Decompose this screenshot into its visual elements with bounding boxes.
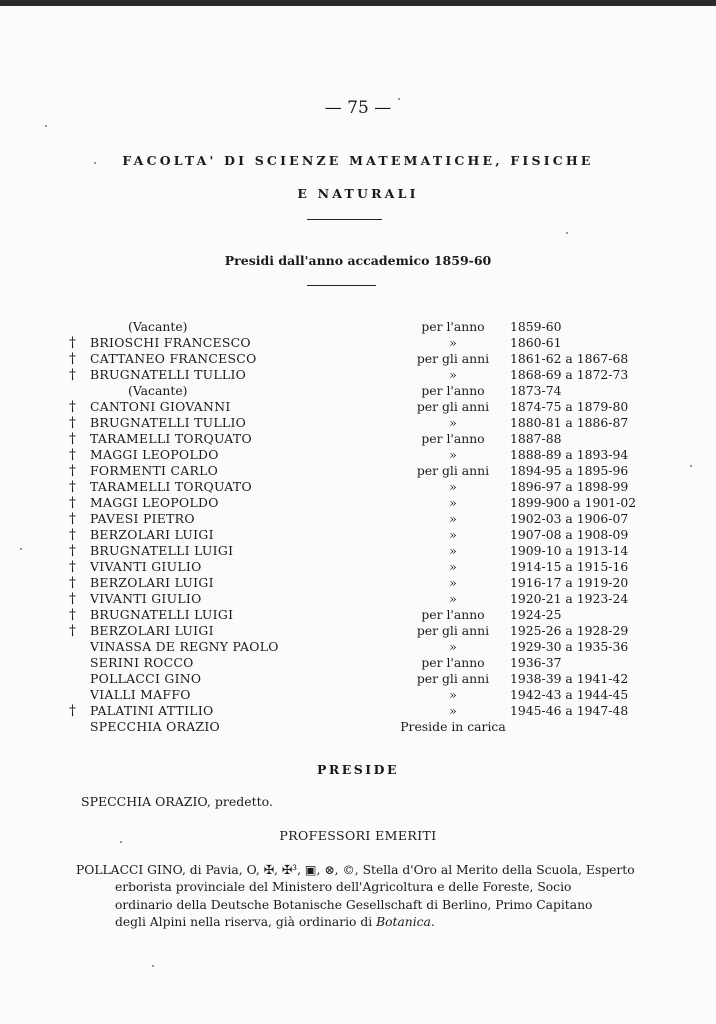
preside-period-label: » [449, 687, 457, 702]
preside-period-label: » [449, 559, 457, 574]
scan-speck [20, 548, 22, 550]
scan-speck [566, 232, 568, 234]
preside-name: BERZOLARI LUIGI [90, 527, 214, 542]
preside-period-label: » [449, 575, 457, 590]
deceased-cross-icon: † [69, 367, 76, 383]
preside-years: 1945-46 a 1947-48 [510, 703, 629, 718]
preside-years: 1888-89 a 1893-94 [510, 447, 629, 462]
preside-name: BRUGNATELLI TULLIO [90, 415, 247, 430]
preside-name: VIVANTI GIULIO [90, 559, 202, 574]
preside-period-label: » [449, 527, 457, 542]
emeritus-trailing: . [430, 915, 435, 930]
preside-years: 1896-97 a 1898-99 [510, 479, 629, 494]
preside-row [0, 543, 716, 559]
preside-years: 1902-03 a 1906-07 [510, 511, 629, 526]
preside-years: 1924-25 [510, 607, 562, 622]
preside-period-label: » [449, 415, 457, 430]
preside-name: VIVANTI GIULIO [90, 591, 202, 606]
preside-row [0, 383, 716, 399]
preside-row [0, 399, 716, 415]
preside-name: BRIOSCHI FRANCESCO [90, 335, 251, 350]
preside-name: BRUGNATELLI TULLIO [90, 367, 247, 382]
preside-years: 1887-88 [510, 431, 562, 446]
preside-row [0, 687, 716, 703]
emeritus-first-line: POLLACCI GINO, di Pavia, O, ✠, ✠³, ▣, ⊗, ©, Stella d'Oro al Merito della Scuola, Esperto [76, 863, 635, 877]
preside-name: VINASSA DE REGNY PAOLO [90, 639, 279, 654]
preside-name: CATTANEO FRANCESCO [90, 351, 257, 366]
preside-period-label: » [449, 511, 457, 526]
preside-row [0, 575, 716, 591]
preside-period-label: » [449, 703, 457, 718]
preside-row [0, 351, 716, 367]
deceased-cross-icon: † [69, 623, 76, 639]
preside-years: 1880-81 a 1886-87 [510, 415, 629, 430]
preside-years: 1860-61 [510, 335, 562, 350]
emeriti-heading: PROFESSORI EMERITI [279, 828, 437, 843]
preside-years: 1942-43 a 1944-45 [510, 687, 629, 702]
preside-years: 1916-17 a 1919-20 [510, 575, 629, 590]
preside-years: 1873-74 [510, 383, 562, 398]
preside-years: 1929-30 a 1935-36 [510, 639, 629, 654]
preside-name: VIALLI MAFFO [90, 687, 191, 702]
preside-period-label: per l'anno [421, 383, 485, 398]
preside-years: 1899-900 a 1901-02 [510, 495, 637, 510]
faculty-title-line-1: FACOLTA' DI SCIENZE MATEMATICHE, FISICHE [122, 153, 594, 168]
preside-row [0, 367, 716, 383]
preside-name: (Vacante) [128, 383, 188, 398]
preside-period-label: per gli anni [416, 623, 490, 638]
preside-years: 1868-69 a 1872-73 [510, 367, 629, 382]
preside-row [0, 447, 716, 463]
scan-speck [690, 465, 692, 467]
preside-row [0, 607, 716, 623]
preside-heading: PRESIDE [316, 762, 400, 777]
preside-row [0, 495, 716, 511]
preside-period-label: Preside in carica [400, 719, 506, 734]
preside-row [0, 623, 716, 639]
preside-name: (Vacante) [128, 319, 188, 334]
scan-speck [45, 125, 47, 127]
preside-row [0, 703, 716, 719]
preside-years: 1914-15 a 1915-16 [510, 559, 629, 574]
faculty-title-line-2: E NATURALI [297, 186, 419, 201]
deceased-cross-icon: † [69, 351, 76, 367]
preside-name: TARAMELLI TORQUATO [90, 479, 252, 494]
preside-period-label: » [449, 591, 457, 606]
preside-period-label: » [449, 335, 457, 350]
preside-name: BERZOLARI LUIGI [90, 623, 214, 638]
preside-years: 1938-39 a 1941-42 [510, 671, 629, 686]
emeritus-continuation [76, 879, 616, 931]
scan-top-border [0, 0, 716, 6]
preside-years: 1859-60 [510, 319, 562, 334]
preside-row [0, 335, 716, 351]
preside-name: BRUGNATELLI LUIGI [90, 543, 234, 558]
deceased-cross-icon: † [69, 559, 76, 575]
deceased-cross-icon: † [69, 479, 76, 495]
preside-name: POLLACCI GINO [90, 671, 202, 686]
preside-row [0, 671, 716, 687]
deceased-cross-icon: † [69, 447, 76, 463]
deceased-cross-icon: † [69, 335, 76, 351]
deceased-cross-icon: † [69, 607, 76, 623]
preside-row [0, 591, 716, 607]
preside-years: 1909-10 a 1913-14 [510, 543, 629, 558]
preside-row [0, 511, 716, 527]
title-rule [307, 219, 382, 220]
preside-period-label: per l'anno [421, 607, 485, 622]
preside-row [0, 527, 716, 543]
presidi-subtitle: Presidi dall'anno accademico 1859-60 [224, 253, 492, 268]
scan-speck [94, 162, 96, 164]
preside-name: SPECCHIA ORAZIO [90, 719, 221, 734]
preside-name: TARAMELLI TORQUATO [90, 431, 252, 446]
preside-period-label: » [449, 479, 457, 494]
preside-row [0, 479, 716, 495]
deceased-cross-icon: † [69, 511, 76, 527]
preside-row [0, 559, 716, 575]
preside-period-label: per gli anni [416, 463, 490, 478]
preside-years: 1925-26 a 1928-29 [510, 623, 629, 638]
subtitle-rule [307, 285, 376, 286]
preside-row [0, 719, 716, 735]
preside-period-label: per l'anno [421, 319, 485, 334]
preside-name: SERINI ROCCO [90, 655, 194, 670]
preside-name: MAGGI LEOPOLDO [90, 495, 219, 510]
preside-years: 1874-75 a 1879-80 [510, 399, 629, 414]
preside-period-label: » [449, 367, 457, 382]
preside-name: FORMENTI CARLO [90, 463, 219, 478]
presidi-list [0, 319, 716, 735]
deceased-cross-icon: † [69, 703, 76, 719]
preside-period-label: » [449, 447, 457, 462]
preside-name: MAGGI LEOPOLDO [90, 447, 219, 462]
preside-period-label: » [449, 639, 457, 654]
page-number: — 75 — [324, 98, 392, 118]
emeritus-entry [76, 862, 635, 932]
preside-period-label: per gli anni [416, 399, 490, 414]
preside-period-label: per l'anno [421, 655, 485, 670]
preside-period-label: per l'anno [421, 431, 485, 446]
scan-speck [398, 98, 400, 100]
preside-row [0, 655, 716, 671]
deceased-cross-icon: † [69, 399, 76, 415]
deceased-cross-icon: † [69, 591, 76, 607]
preside-years: 1907-08 a 1908-09 [510, 527, 629, 542]
preside-period-label: per gli anni [416, 351, 490, 366]
preside-row [0, 639, 716, 655]
scan-speck [152, 965, 154, 967]
deceased-cross-icon: † [69, 543, 76, 559]
preside-row [0, 319, 716, 335]
deceased-cross-icon: † [69, 463, 76, 479]
deceased-cross-icon: † [69, 527, 76, 543]
preside-row [0, 431, 716, 447]
preside-years: 1861-62 a 1867-68 [510, 351, 629, 366]
preside-period-label: per gli anni [416, 671, 490, 686]
current-preside: SPECCHIA ORAZIO, predetto. [81, 794, 273, 809]
preside-row [0, 415, 716, 431]
preside-years: 1936-37 [510, 655, 562, 670]
preside-name: BRUGNATELLI LUIGI [90, 607, 234, 622]
deceased-cross-icon: † [69, 575, 76, 591]
emeritus-text: erborista provinciale del Ministero dell'Agricoltura e delle Foreste, Socio ordinario della Deutsche Botanische Gesellschaft di Berlino, Primo Capitano degli Alpini nella riserva, già ordinario di [115, 880, 593, 930]
emeritus-subject: Botanica [376, 915, 431, 930]
deceased-cross-icon: † [69, 431, 76, 447]
preside-period-label: » [449, 543, 457, 558]
preside-name: BERZOLARI LUIGI [90, 575, 214, 590]
preside-name: PAVESI PIETRO [90, 511, 195, 526]
preside-name: CANTONI GIOVANNI [90, 399, 231, 414]
deceased-cross-icon: † [69, 495, 76, 511]
preside-years: 1920-21 a 1923-24 [510, 591, 629, 606]
preside-name: PALATINI ATTILIO [90, 703, 214, 718]
preside-years: 1894-95 a 1895-96 [510, 463, 629, 478]
preside-row [0, 463, 716, 479]
preside-period-label: » [449, 495, 457, 510]
scan-speck [120, 841, 122, 843]
deceased-cross-icon: † [69, 415, 76, 431]
